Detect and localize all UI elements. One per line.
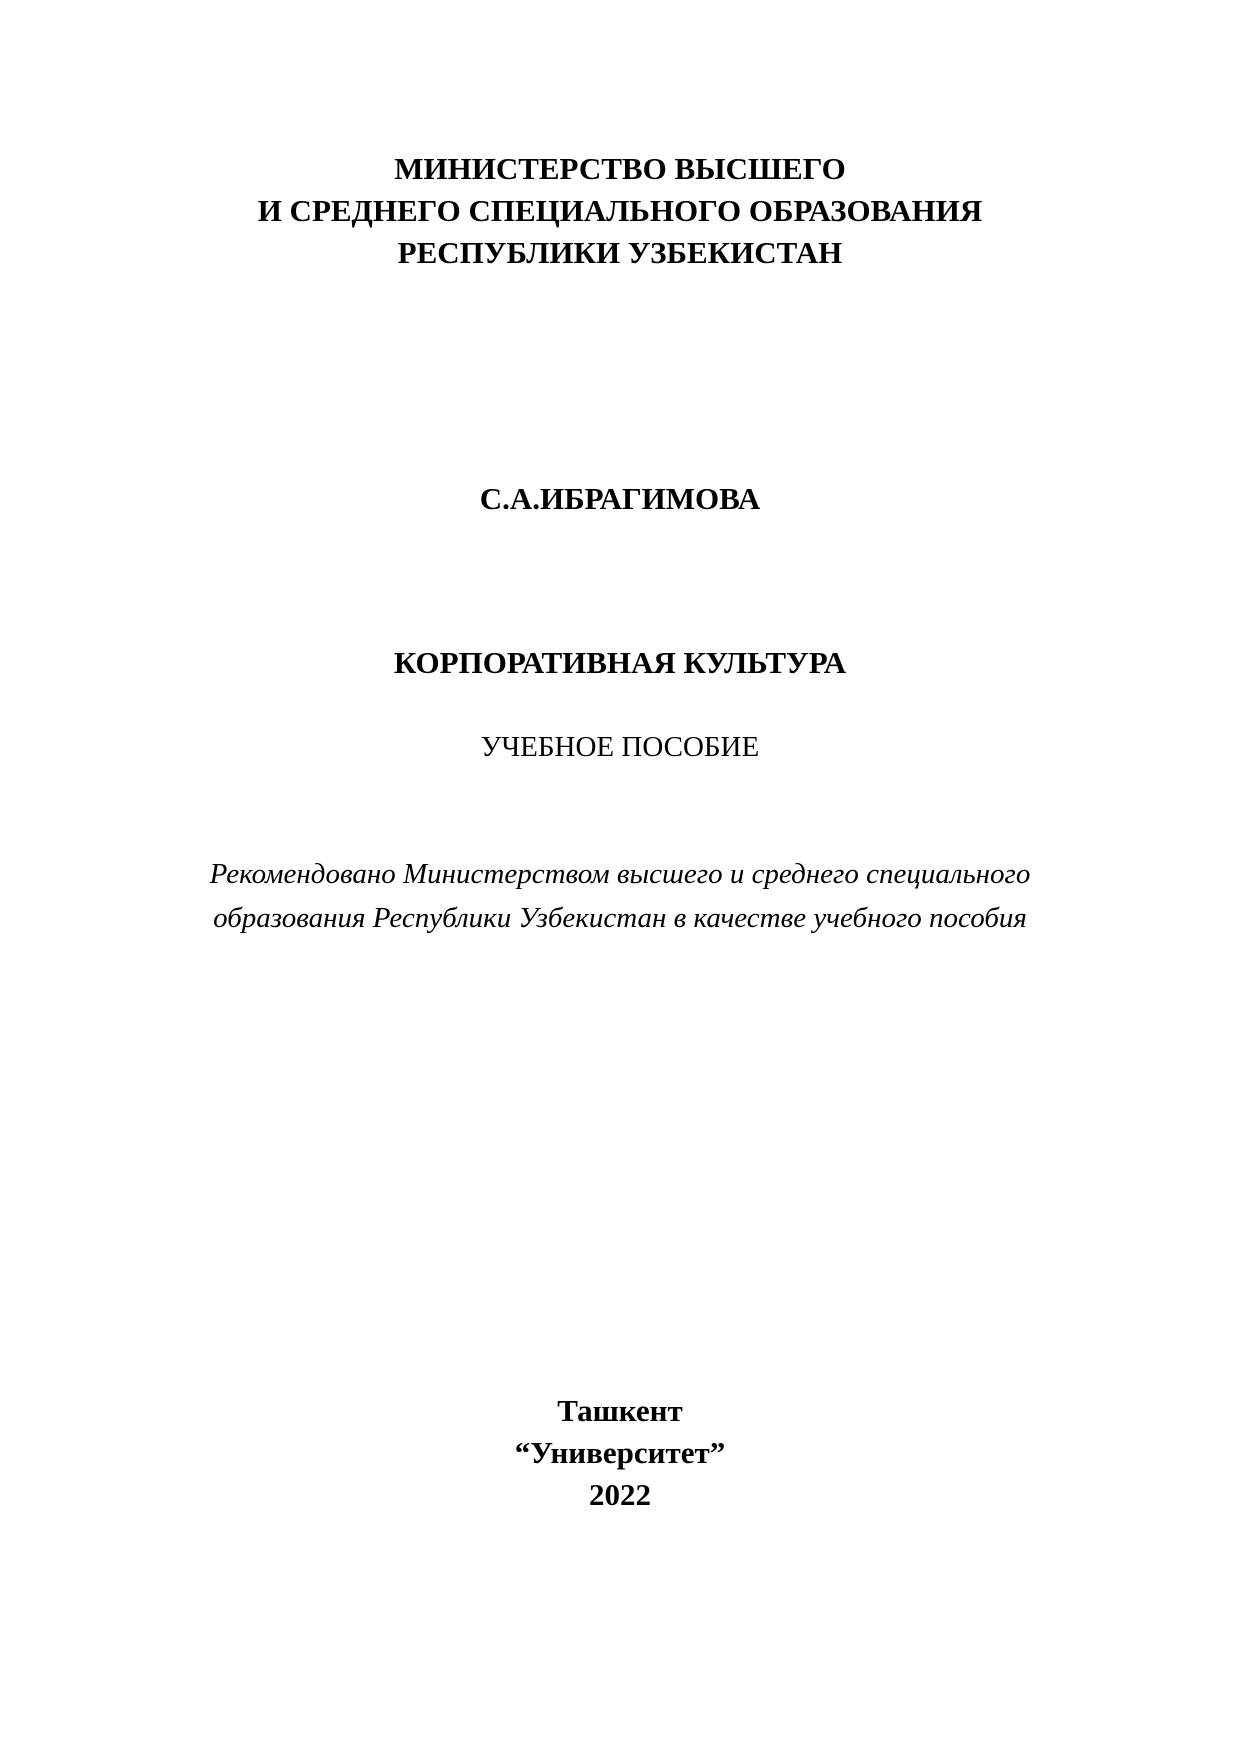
ministry-line-2: И СРЕДНЕГО СПЕЦИАЛЬНОГО ОБРАЗОВАНИЯ <box>257 193 983 228</box>
ministry-heading <box>0 148 1240 274</box>
ministry-line-1: МИНИСТЕРСТВО ВЫСШЕГО <box>394 151 846 186</box>
recommendation-line-1: Рекомендовано Министерством высшего и среднего специального <box>209 858 1031 890</box>
book-title: КОРПОРАТИВНАЯ КУЛЬТУРА <box>393 645 847 680</box>
book-subtitle: УЧЕБНОЕ ПОСОБИЕ <box>480 731 760 763</box>
recommendation-line-2: образования Республики Узбекистан в качестве учебного пособия <box>213 902 1027 934</box>
imprint-publisher: “Университет” <box>514 1435 726 1470</box>
imprint-city: Ташкент <box>557 1393 683 1428</box>
ministry-line-3: РЕСПУБЛИКИ УЗБЕКИСТАН <box>397 235 843 270</box>
recommendation-note <box>0 852 1240 940</box>
imprint-year: 2022 <box>589 1477 651 1512</box>
imprint <box>0 1390 1240 1516</box>
author-name: С.А.ИБРАГИМОВА <box>479 481 761 516</box>
